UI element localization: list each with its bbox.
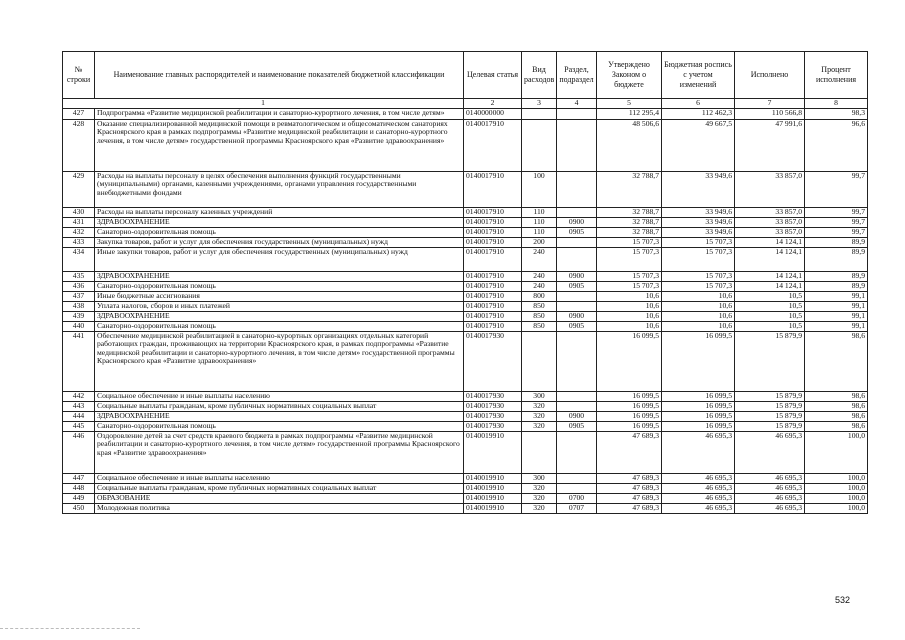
column-number: 2 bbox=[464, 99, 522, 109]
row-executed: 46 695,3 bbox=[735, 494, 805, 504]
row-target-code: 0140017910 bbox=[464, 208, 522, 218]
row-number: 440 bbox=[63, 322, 95, 332]
row-section bbox=[557, 302, 597, 312]
row-number: 441 bbox=[63, 332, 95, 392]
row-executed: 14 124,1 bbox=[735, 272, 805, 282]
row-target-code: 0140017910 bbox=[464, 302, 522, 312]
row-expense-type: 320 bbox=[522, 402, 557, 412]
row-budget-schedule: 33 949,6 bbox=[662, 172, 735, 208]
row-budget-schedule: 46 695,3 bbox=[662, 484, 735, 494]
column-number: 7 bbox=[735, 99, 805, 109]
row-executed: 14 124,1 bbox=[735, 248, 805, 272]
row-percent: 89,9 bbox=[805, 248, 868, 272]
row-approved: 32 788,7 bbox=[597, 208, 662, 218]
row-target-code: 0140017910 bbox=[464, 272, 522, 282]
row-name: Иные закупки товаров, работ и услуг для обеспечения государственных (муниципальных) нужд bbox=[95, 248, 464, 272]
row-name: Закупка товаров, работ и услуг для обеспечения государственных (муниципальных) нужд bbox=[95, 238, 464, 248]
row-percent: 99,7 bbox=[805, 218, 868, 228]
row-name: ЗДРАВООХРАНЕНИЕ bbox=[95, 312, 464, 322]
row-percent: 99,7 bbox=[805, 172, 868, 208]
row-executed: 33 857,0 bbox=[735, 208, 805, 218]
page-number: 532 bbox=[835, 595, 851, 605]
row-section bbox=[557, 248, 597, 272]
row-section bbox=[557, 392, 597, 402]
row-number: 439 bbox=[63, 312, 95, 322]
row-section: 0905 bbox=[557, 228, 597, 238]
table-row bbox=[63, 504, 868, 514]
table-row bbox=[63, 392, 868, 402]
table-row bbox=[63, 292, 868, 302]
row-expense-type: 850 bbox=[522, 312, 557, 322]
row-expense-type bbox=[522, 332, 557, 392]
row-target-code: 0140017930 bbox=[464, 332, 522, 392]
row-section bbox=[557, 208, 597, 218]
header-name: Наименование главных распорядителей и наименование показателей бюджетной классификации bbox=[95, 52, 464, 99]
row-approved: 15 707,3 bbox=[597, 248, 662, 272]
row-executed: 15 879,9 bbox=[735, 422, 805, 432]
row-expense-type: 320 bbox=[522, 484, 557, 494]
row-target-code: 0140017910 bbox=[464, 322, 522, 332]
row-expense-type: 110 bbox=[522, 228, 557, 238]
row-name: ЗДРАВООХРАНЕНИЕ bbox=[95, 412, 464, 422]
row-executed: 46 695,3 bbox=[735, 474, 805, 484]
row-percent: 99,7 bbox=[805, 208, 868, 218]
row-expense-type: 240 bbox=[522, 248, 557, 272]
header-budget-schedule: Бюджетная роспись с учетом изменений bbox=[662, 52, 735, 99]
row-name: Санаторно-оздоровительная помощь bbox=[95, 322, 464, 332]
row-expense-type bbox=[522, 109, 557, 120]
row-number: 444 bbox=[63, 412, 95, 422]
row-percent: 98,6 bbox=[805, 392, 868, 402]
row-executed: 33 857,0 bbox=[735, 172, 805, 208]
row-budget-schedule: 112 462,3 bbox=[662, 109, 735, 120]
row-approved: 32 788,7 bbox=[597, 218, 662, 228]
column-number-row bbox=[63, 99, 868, 109]
row-name: Социальное обеспечение и иные выплаты населению bbox=[95, 392, 464, 402]
row-percent: 100,0 bbox=[805, 484, 868, 494]
row-name: Санаторно-оздоровительная помощь bbox=[95, 422, 464, 432]
row-approved: 47 689,3 bbox=[597, 484, 662, 494]
row-name: Санаторно-оздоровительная помощь bbox=[95, 282, 464, 292]
row-number: 430 bbox=[63, 208, 95, 218]
row-target-code: 0140017930 bbox=[464, 412, 522, 422]
row-budget-schedule: 16 099,5 bbox=[662, 332, 735, 392]
header-row bbox=[63, 52, 868, 99]
row-expense-type: 800 bbox=[522, 292, 557, 302]
row-executed: 46 695,3 bbox=[735, 504, 805, 514]
table-row bbox=[63, 432, 868, 474]
row-target-code: 0140000000 bbox=[464, 109, 522, 120]
table-row bbox=[63, 322, 868, 332]
table-row bbox=[63, 228, 868, 238]
row-number: 437 bbox=[63, 292, 95, 302]
row-approved: 47 689,3 bbox=[597, 432, 662, 474]
table-row bbox=[63, 302, 868, 312]
row-target-code: 0140019910 bbox=[464, 504, 522, 514]
table-row bbox=[63, 272, 868, 282]
row-section bbox=[557, 432, 597, 474]
table-body bbox=[63, 109, 868, 514]
column-number: 1 bbox=[63, 99, 464, 109]
row-percent: 99,1 bbox=[805, 292, 868, 302]
row-budget-schedule: 16 099,5 bbox=[662, 402, 735, 412]
row-number: 431 bbox=[63, 218, 95, 228]
row-expense-type: 110 bbox=[522, 208, 557, 218]
row-target-code: 0140017910 bbox=[464, 292, 522, 302]
row-section bbox=[557, 484, 597, 494]
header-row-no: № строки bbox=[63, 52, 95, 99]
row-section: 0905 bbox=[557, 282, 597, 292]
table-row bbox=[63, 422, 868, 432]
row-percent: 98,6 bbox=[805, 412, 868, 422]
row-executed: 46 695,3 bbox=[735, 432, 805, 474]
row-number: 428 bbox=[63, 120, 95, 172]
row-expense-type: 300 bbox=[522, 392, 557, 402]
row-name: Молодежная политика bbox=[95, 504, 464, 514]
row-section: 0900 bbox=[557, 412, 597, 422]
row-executed: 10,5 bbox=[735, 292, 805, 302]
row-percent: 89,9 bbox=[805, 238, 868, 248]
row-name: ЗДРАВООХРАНЕНИЕ bbox=[95, 218, 464, 228]
row-approved: 16 099,5 bbox=[597, 422, 662, 432]
row-budget-schedule: 10,6 bbox=[662, 302, 735, 312]
row-expense-type bbox=[522, 120, 557, 172]
row-budget-schedule: 15 707,3 bbox=[662, 238, 735, 248]
table-row bbox=[63, 332, 868, 392]
row-budget-schedule: 46 695,3 bbox=[662, 474, 735, 484]
row-name: Иные бюджетные ассигнования bbox=[95, 292, 464, 302]
row-budget-schedule: 15 707,3 bbox=[662, 272, 735, 282]
row-target-code: 0140017930 bbox=[464, 422, 522, 432]
row-budget-schedule: 46 695,3 bbox=[662, 494, 735, 504]
row-target-code: 0140019910 bbox=[464, 432, 522, 474]
row-number: 432 bbox=[63, 228, 95, 238]
row-section: 0905 bbox=[557, 422, 597, 432]
header-approved: Утверждено Законом о бюджете bbox=[597, 52, 662, 99]
row-budget-schedule: 49 667,5 bbox=[662, 120, 735, 172]
row-name: Расходы на выплаты персоналу казенных учреждений bbox=[95, 208, 464, 218]
table-row bbox=[63, 120, 868, 172]
row-executed: 47 991,6 bbox=[735, 120, 805, 172]
row-expense-type bbox=[522, 432, 557, 474]
row-executed: 33 857,0 bbox=[735, 228, 805, 238]
table-row bbox=[63, 484, 868, 494]
row-budget-schedule: 16 099,5 bbox=[662, 412, 735, 422]
row-section: 0700 bbox=[557, 494, 597, 504]
table-row bbox=[63, 238, 868, 248]
row-executed: 10,5 bbox=[735, 302, 805, 312]
row-executed: 10,5 bbox=[735, 322, 805, 332]
header-code: Целевая статья bbox=[464, 52, 522, 99]
row-executed: 14 124,1 bbox=[735, 282, 805, 292]
row-executed: 33 857,0 bbox=[735, 218, 805, 228]
row-percent: 100,0 bbox=[805, 432, 868, 474]
row-budget-schedule: 33 949,6 bbox=[662, 218, 735, 228]
row-expense-type: 300 bbox=[522, 474, 557, 484]
row-target-code: 0140017930 bbox=[464, 402, 522, 412]
row-approved: 112 295,4 bbox=[597, 109, 662, 120]
table-row bbox=[63, 312, 868, 322]
column-number: 5 bbox=[597, 99, 662, 109]
row-name: Социальные выплаты гражданам, кроме публичных нормативных социальных выплат bbox=[95, 402, 464, 412]
row-expense-type: 100 bbox=[522, 172, 557, 208]
row-approved: 32 788,7 bbox=[597, 172, 662, 208]
row-executed: 15 879,9 bbox=[735, 332, 805, 392]
row-section bbox=[557, 109, 597, 120]
column-number: 6 bbox=[662, 99, 735, 109]
row-percent: 89,9 bbox=[805, 272, 868, 282]
row-percent: 89,9 bbox=[805, 282, 868, 292]
row-number: 433 bbox=[63, 238, 95, 248]
table-row bbox=[63, 402, 868, 412]
row-expense-type: 320 bbox=[522, 494, 557, 504]
header-executed: Исполнено bbox=[735, 52, 805, 99]
row-approved: 16 099,5 bbox=[597, 332, 662, 392]
row-executed: 110 566,8 bbox=[735, 109, 805, 120]
row-section: 0900 bbox=[557, 312, 597, 322]
row-section bbox=[557, 402, 597, 412]
row-percent: 100,0 bbox=[805, 504, 868, 514]
row-approved: 15 707,3 bbox=[597, 272, 662, 282]
row-section bbox=[557, 172, 597, 208]
row-percent: 99,1 bbox=[805, 312, 868, 322]
row-name: Подпрограмма «Развитие медицинской реабилитации и санаторно-курортного лечения, в том числе детям» bbox=[95, 109, 464, 120]
row-percent: 100,0 bbox=[805, 474, 868, 484]
row-number: 438 bbox=[63, 302, 95, 312]
row-expense-type: 320 bbox=[522, 504, 557, 514]
row-section bbox=[557, 474, 597, 484]
row-approved: 47 689,3 bbox=[597, 494, 662, 504]
column-number: 3 bbox=[522, 99, 557, 109]
row-executed: 46 695,3 bbox=[735, 484, 805, 494]
row-target-code: 0140017930 bbox=[464, 392, 522, 402]
row-approved: 16 099,5 bbox=[597, 392, 662, 402]
row-name: Санаторно-оздоровительная помощь bbox=[95, 228, 464, 238]
row-target-code: 0140017910 bbox=[464, 312, 522, 322]
table-row bbox=[63, 282, 868, 292]
row-budget-schedule: 15 707,3 bbox=[662, 282, 735, 292]
row-name: Уплата налогов, сборов и иных платежей bbox=[95, 302, 464, 312]
row-expense-type: 320 bbox=[522, 412, 557, 422]
row-number: 434 bbox=[63, 248, 95, 272]
row-number: 429 bbox=[63, 172, 95, 208]
row-approved: 16 099,5 bbox=[597, 412, 662, 422]
row-name: Социальные выплаты гражданам, кроме публичных нормативных социальных выплат bbox=[95, 484, 464, 494]
row-section bbox=[557, 238, 597, 248]
row-number: 436 bbox=[63, 282, 95, 292]
row-approved: 32 788,7 bbox=[597, 228, 662, 238]
row-expense-type: 850 bbox=[522, 322, 557, 332]
row-target-code: 0140017910 bbox=[464, 248, 522, 272]
row-section: 0900 bbox=[557, 272, 597, 282]
row-expense-type: 240 bbox=[522, 282, 557, 292]
row-number: 448 bbox=[63, 484, 95, 494]
row-budget-schedule: 33 949,6 bbox=[662, 228, 735, 238]
row-budget-schedule: 33 949,6 bbox=[662, 208, 735, 218]
row-number: 443 bbox=[63, 402, 95, 412]
row-executed: 15 879,9 bbox=[735, 402, 805, 412]
row-budget-schedule: 46 695,3 bbox=[662, 504, 735, 514]
row-section bbox=[557, 120, 597, 172]
row-approved: 10,6 bbox=[597, 312, 662, 322]
table-row bbox=[63, 218, 868, 228]
row-executed: 15 879,9 bbox=[735, 412, 805, 422]
row-number: 447 bbox=[63, 474, 95, 484]
row-number: 450 bbox=[63, 504, 95, 514]
row-approved: 47 689,3 bbox=[597, 504, 662, 514]
row-percent: 98,3 bbox=[805, 109, 868, 120]
row-name: Оздоровление детей за счет средств краевого бюджета в рамках подпрограммы «Развитие медицинской реабилитации и санаторно-курортного лечения, в том числе детям» государственной программы Красноярского края «Развитие здравоохранения» bbox=[95, 432, 464, 474]
row-executed: 14 124,1 bbox=[735, 238, 805, 248]
row-approved: 10,6 bbox=[597, 322, 662, 332]
table-row bbox=[63, 109, 868, 120]
scan-artifact-line bbox=[0, 628, 140, 629]
row-number: 449 bbox=[63, 494, 95, 504]
row-budget-schedule: 10,6 bbox=[662, 292, 735, 302]
row-budget-schedule: 16 099,5 bbox=[662, 422, 735, 432]
table-row bbox=[63, 474, 868, 484]
row-target-code: 0140019910 bbox=[464, 494, 522, 504]
row-name: ЗДРАВООХРАНЕНИЕ bbox=[95, 272, 464, 282]
row-approved: 10,6 bbox=[597, 292, 662, 302]
table-row bbox=[63, 412, 868, 422]
row-target-code: 0140019910 bbox=[464, 484, 522, 494]
row-percent: 98,6 bbox=[805, 422, 868, 432]
table-row bbox=[63, 248, 868, 272]
row-percent: 100,0 bbox=[805, 494, 868, 504]
row-budget-schedule: 10,6 bbox=[662, 322, 735, 332]
row-budget-schedule: 16 099,5 bbox=[662, 392, 735, 402]
row-number: 427 bbox=[63, 109, 95, 120]
row-percent: 96,6 bbox=[805, 120, 868, 172]
header-expense-type: Вид расходов bbox=[522, 52, 557, 99]
row-percent: 99,1 bbox=[805, 322, 868, 332]
row-name: ОБРАЗОВАНИЕ bbox=[95, 494, 464, 504]
row-section: 0905 bbox=[557, 322, 597, 332]
row-target-code: 0140017910 bbox=[464, 172, 522, 208]
row-name: Оказание специализированной медицинской помощи в ревматологическом и общесоматическом санаториях Красноярского края в рамках подпрограммы «Развитие медицинской реабилитации и санаторно-курортного лечения, в том числе детям» государственной программы Красноярского края «Развитие здравоохранения» bbox=[95, 120, 464, 172]
row-target-code: 0140017910 bbox=[464, 218, 522, 228]
row-target-code: 0140017910 bbox=[464, 120, 522, 172]
row-section: 0707 bbox=[557, 504, 597, 514]
row-executed: 10,5 bbox=[735, 312, 805, 322]
row-approved: 10,6 bbox=[597, 302, 662, 312]
row-percent: 98,6 bbox=[805, 402, 868, 412]
row-expense-type: 320 bbox=[522, 422, 557, 432]
row-expense-type: 110 bbox=[522, 218, 557, 228]
header-section: Раздел, подраздел bbox=[557, 52, 597, 99]
row-name: Социальное обеспечение и иные выплаты населению bbox=[95, 474, 464, 484]
column-number: 4 bbox=[557, 99, 597, 109]
row-percent: 98,6 bbox=[805, 332, 868, 392]
table-row bbox=[63, 172, 868, 208]
row-number: 442 bbox=[63, 392, 95, 402]
row-target-code: 0140019910 bbox=[464, 474, 522, 484]
row-expense-type: 200 bbox=[522, 238, 557, 248]
row-target-code: 0140017910 bbox=[464, 282, 522, 292]
row-name: Обеспечение медицинской реабилитацией в санаторно-курортных организациях отдельных категорий работающих граждан, проживающих на территории Красноярского края, в рамках подпрограммы «Развитие медицинской реабилитации и санаторно-курортного лечения, в том числе детям» государственной программы Красноярского края «Развитие здравоохранения» bbox=[95, 332, 464, 392]
table-row bbox=[63, 208, 868, 218]
row-name: Расходы на выплаты персоналу в целях обеспечения выполнения функций государственными (муниципальными) органами, казенными учреждениями, органами управления государственными внебюджетными фондами bbox=[95, 172, 464, 208]
row-target-code: 0140017910 bbox=[464, 238, 522, 248]
header-percent: Процент исполнения bbox=[805, 52, 868, 99]
row-percent: 99,7 bbox=[805, 228, 868, 238]
row-expense-type: 850 bbox=[522, 302, 557, 312]
row-budget-schedule: 10,6 bbox=[662, 312, 735, 322]
row-number: 445 bbox=[63, 422, 95, 432]
row-budget-schedule: 46 695,3 bbox=[662, 432, 735, 474]
budget-table bbox=[62, 51, 868, 514]
row-executed: 15 879,9 bbox=[735, 392, 805, 402]
row-approved: 47 689,3 bbox=[597, 474, 662, 484]
row-approved: 15 707,3 bbox=[597, 282, 662, 292]
column-number: 8 bbox=[805, 99, 868, 109]
row-section: 0900 bbox=[557, 218, 597, 228]
row-approved: 16 099,5 bbox=[597, 402, 662, 412]
row-target-code: 0140017910 bbox=[464, 228, 522, 238]
row-number: 435 bbox=[63, 272, 95, 282]
row-expense-type: 240 bbox=[522, 272, 557, 282]
row-section bbox=[557, 292, 597, 302]
row-budget-schedule: 15 707,3 bbox=[662, 248, 735, 272]
row-percent: 99,1 bbox=[805, 302, 868, 312]
table-row bbox=[63, 494, 868, 504]
row-approved: 48 506,6 bbox=[597, 120, 662, 172]
row-number: 446 bbox=[63, 432, 95, 474]
row-section bbox=[557, 332, 597, 392]
row-approved: 15 707,3 bbox=[597, 238, 662, 248]
